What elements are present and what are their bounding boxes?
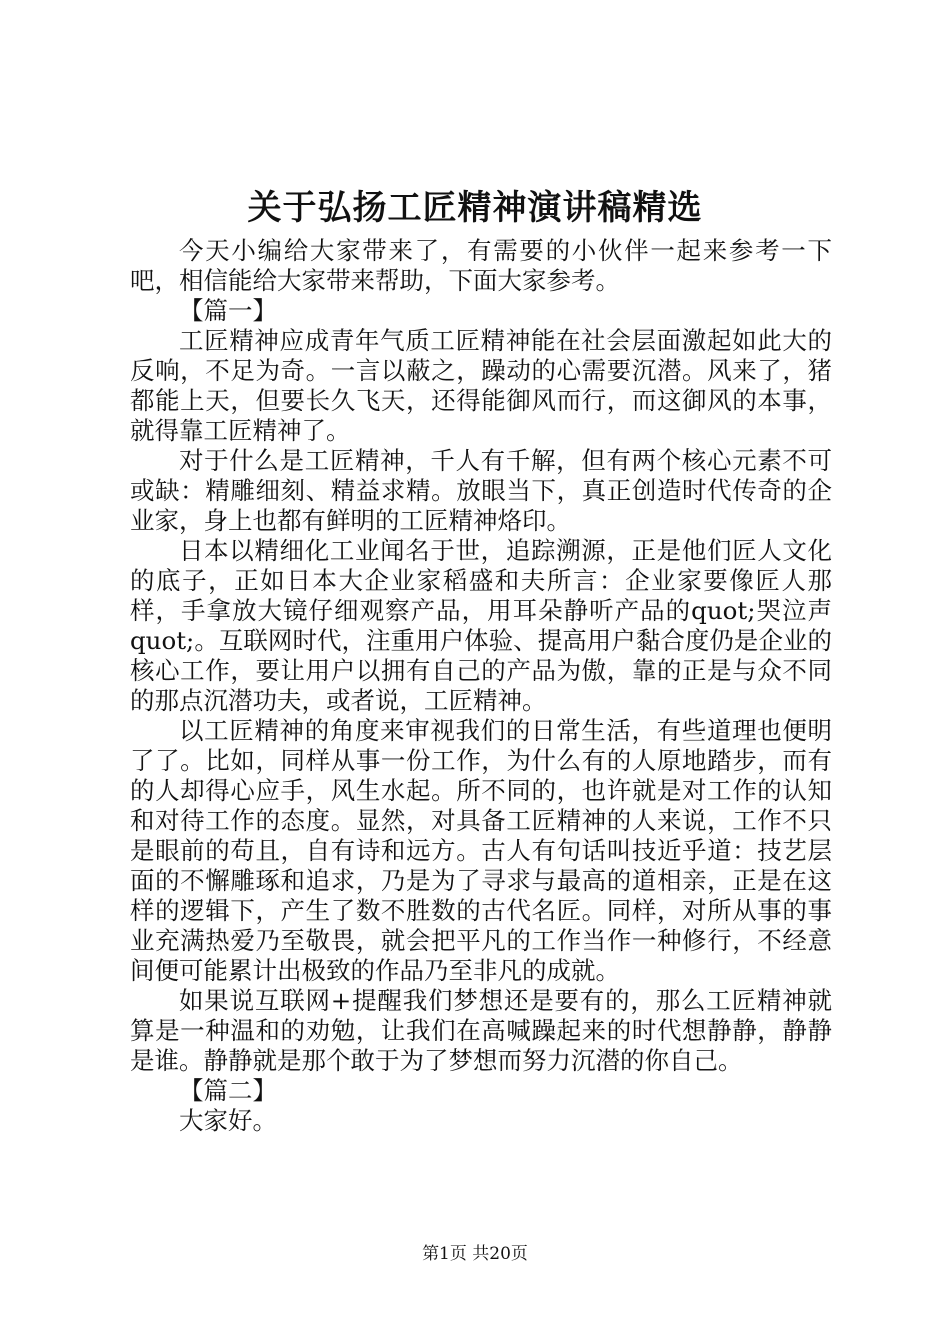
intro-paragraph: 今天小编给大家带来了，有需要的小伙伴一起来参考一下吧，相信能给大家带来帮助，下面大家参考。 <box>130 236 832 295</box>
section-heading-1: 【篇一】 <box>179 296 277 325</box>
body-paragraph: 工匠精神应成青年气质工匠精神能在社会层面激起如此大的反响，不足为奇。一言以蔽之，躁动的心需要沉潜。风来了，猪都能上天，但要长久飞天，还得能御风而行，而这御风的本事，就得靠工匠精神了。 <box>130 326 832 445</box>
body-paragraph: 日本以精细化工业闻名于世，追踪溯源，正是他们匠人文化的底子，正如日本大企业家稻盛和夫所言：企业家要像匠人那样，手拿放大镜仔细观察产品，用耳朵静听产品的quot;哭泣声quot;。互联网时代，注重用户体验、提高用户黏合度仍是企业的核心工作，要让用户以拥有自己的产品为傲，靠的正是与众不同的那点沉潜功夫，或者说，工匠精神。 <box>130 536 832 715</box>
page-footer: 第1页 共20页 <box>422 1244 528 1264</box>
document-body <box>130 236 832 1136</box>
body-paragraph: 大家好。 <box>179 1106 277 1135</box>
section-heading-2: 【篇二】 <box>179 1076 277 1105</box>
body-paragraph: 对于什么是工匠精神，千人有千解，但有两个核心元素不可或缺：精雕细刻、精益求精。放眼当下，真正创造时代传奇的企业家，身上也都有鲜明的工匠精神烙印。 <box>130 446 832 535</box>
document-title: 关于弘扬工匠精神演讲稿精选 <box>247 188 703 228</box>
body-paragraph: 如果说互联网+提醒我们梦想还是要有的，那么工匠精神就算是一种温和的劝勉，让我们在高喊躁起来的时代想静静，静静是谁。静静就是那个敢于为了梦想而努力沉潜的你自己。 <box>130 986 832 1075</box>
body-paragraph: 以工匠精神的角度来审视我们的日常生活，有些道理也便明了了。比如，同样从事一份工作，为什么有的人原地踏步，而有的人却得心应手，风生水起。所不同的，也许就是对工作的认知和对待工作的态度。显然，对具备工匠精神的人来说，工作不只是眼前的苟且，自有诗和远方。古人有句话叫技近乎道：技艺层面的不懈雕琢和追求，乃是为了寻求与最高的道相亲，正是在这样的逻辑下，产生了数不胜数的古代名匠。同样，对所从事的事业充满热爱乃至敬畏，就会把平凡的工作当作一种修行，不经意间便可能累计出极致的作品乃至非凡的成就。 <box>130 716 832 985</box>
